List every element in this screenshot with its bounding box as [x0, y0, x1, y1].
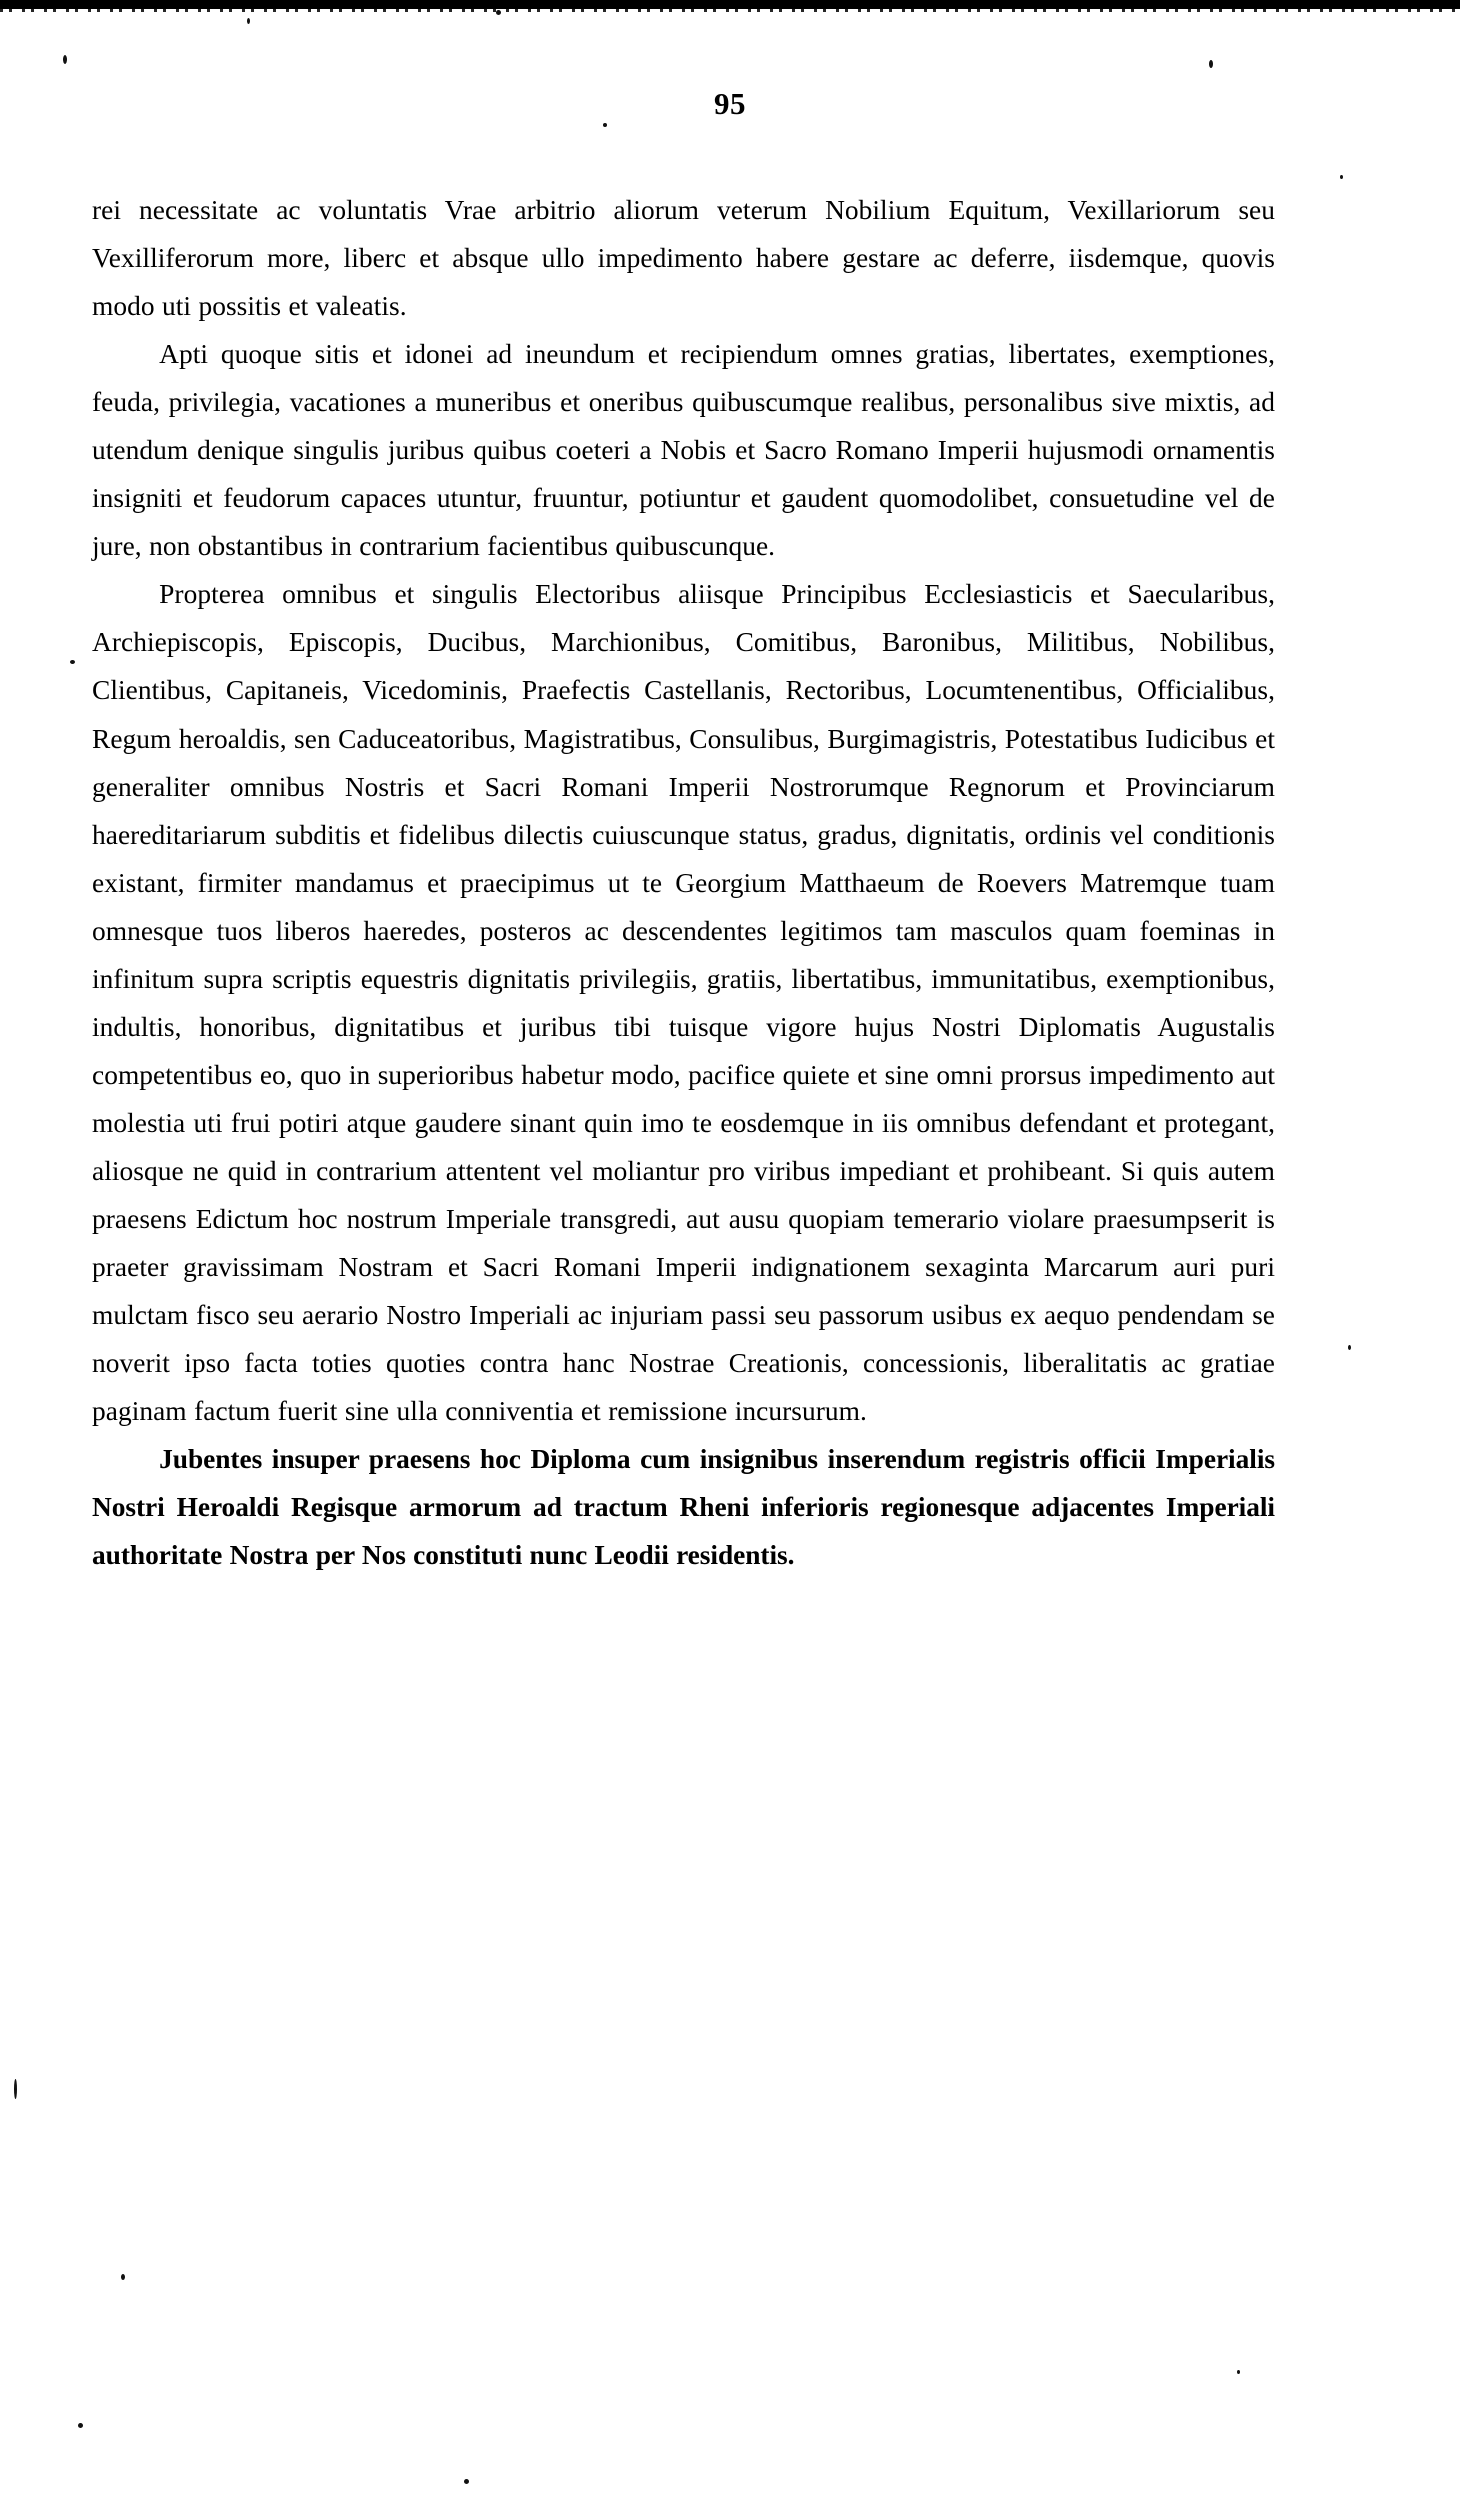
scan-speck — [78, 2423, 83, 2428]
paragraph: rei necessitate ac voluntatis Vrae arbitrio aliorum veterum Nobilium Equitum, Vexillariorum seu Vexilliferorum more, liberc et absque ullo impedimento habere gestare ac deferre, iisdemque, quovis modo uti possitis et valeatis. — [92, 195, 1275, 322]
scan-speck — [121, 2274, 125, 2280]
scan-speck — [1237, 2370, 1240, 2374]
page-text-body — [92, 186, 1275, 1579]
scan-speck — [63, 55, 67, 64]
scan-speck — [14, 2079, 17, 2099]
scan-speck — [464, 2479, 469, 2484]
paragraph: Propterea omnibus et singulis Electoribus aliisque Principibus Ecclesiasticis et Saecularibus, Archiepiscopis, Episcopis, Ducibus, Marchionibus, Comitibus, Baronibus, Militibus, Nobilibus, Clientibus, Capitaneis, Vicedominis, Praefectis Castellanis, Rectoribus, Locumtenentibus, Officialibus, Regum heroaldis, sen Caduceatoribus, Magistratibus, Consulibus, Burgimagistris, Potestatibus Iudicibus et generaliter omnibus Nostris et Sacri Romani Imperii Nostrorumque Regnorum et Provinciarum haereditariarum subditis et fidelibus dilectis cuiuscunque status, gradus, dignitatis, ordinis vel conditionis existant, firmiter mandamus et praecipimus ut te Georgium Matthaeum de Roevers Matremque tuam omnesque tuos liberos haeredes, posteros ac descendentes legitimos tam masculos quam foeminas in infinitum supra scriptis equestris dignitatis privilegiis, gratiis, libertatibus, immunitatibus, exemptionibus, indultis, honoribus, dignitatibus et juribus tibi tuisque vigore hujus Nostri Diplomatis Augustalis competentibus eo, quo in superioribus habetur modo, pacifice quiete et sine omni prorsus impedimento aut molestia uti frui potiri atque gaudere sinant quin imo te eosdemque in iis omnibus defendant et protegant, aliosque ne quid in contrarium attentent vel moliantur pro viribus impediant et prohibeant. Si quis autem praesens Edictum hoc nostrum Imperiale transgredi, aut ausu quopiam temerario violare praesumpserit is praeter gravissimam Nostram et Sacri Romani Imperii indignationem sexaginta Marcarum auri puri mulctam fisco seu aerario Nostro Imperiali ac injuriam passi seu passorum usibus ex aequo pendendam se noverit ipso facta toties quoties contra hanc Nostrae Creationis, concessionis, liberalitatis ac gratiae paginam factum fuerit sine ulla conniventia et remissione incursurum. — [92, 579, 1275, 1427]
scan-speck — [1209, 60, 1213, 68]
scan-top-edge-artifact — [0, 0, 1460, 9]
scan-speck — [496, 10, 501, 15]
paragraph: Jubentes insuper praesens hoc Diploma cum insignibus inserendum registris officii Imperialis Nostri Heroaldi Regisque armorum ad tractum Rheni inferioris regionesque adjacentes Imperiali authoritate Nostra per Nos constituti nunc Leodii residentis. — [92, 1444, 1275, 1571]
scan-speck — [603, 123, 607, 127]
scan-speck — [1348, 1345, 1351, 1350]
scan-speck — [70, 660, 75, 664]
scan-speck — [1340, 175, 1343, 179]
paragraph: Apti quoque sitis et idonei ad ineundum et recipiendum omnes gratias, libertates, exemptiones, feuda, privilegia, vacationes a muneribus et oneribus quibuscumque realibus, personalibus sive mixtis, ad utendum denique singulis juribus quibus coeteri a Nobis et Sacro Romano Imperii hujusmodi ornamentis insigniti et feudorum capaces utuntur, fruuntur, potiuntur et gaudent quomodolibet, consuetudine vel de jure, non obstantibus in contrarium facientibus quibuscunque. — [92, 339, 1275, 562]
scan-speck — [247, 18, 250, 24]
page-number: 95 — [714, 86, 746, 121]
